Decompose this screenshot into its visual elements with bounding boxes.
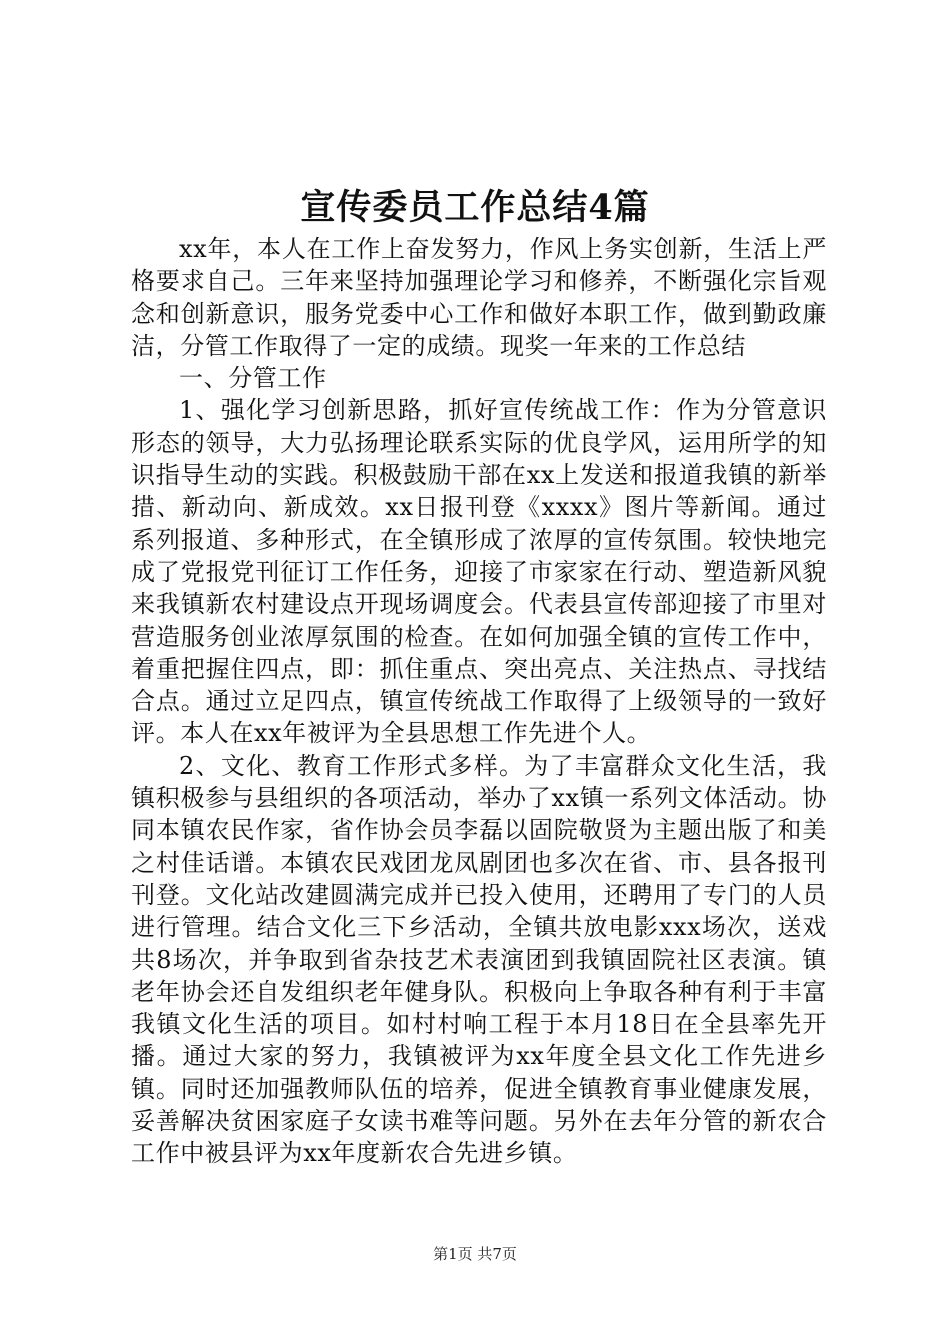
paragraph-item-2: 2、文化、教育工作形式多样。为了丰富群众文化生活，我镇积极参与县组织的各项活动，举办了xx镇一系列文体活动。协同本镇农民作家，省作协会员李磊以固院敬贤为主题出版了和美之村佳话谱。本镇农民戏团龙凤剧团也多次在省、市、县各报刊刊登。文化站改建圆满完成并已投入使用，还聘用了专门的人员进行管理。结合文化三下乡活动，全镇共放电影xxx场次，送戏共8场次，并争取到省杂技艺术表演团到我镇固院社区表演。镇老年协会还自发组织老年健身队。积极向上争取各种有利于丰富我镇文化生活的项目。如村村响工程于本月18日在全县率先开播。通过大家的努力，我镇被评为xx年度全县文化工作先进乡镇。同时还加强教师队伍的培养，促进全镇教育事业健康发展，妥善解决贫困家庭子女读书难等问题。另外在去年分管的新农合工作中被县评为xx年度新农合先进乡镇。	[131, 751, 827, 1168]
paragraph-intro: xx年，本人在工作上奋发努力，作风上务实创新，生活上严格要求自己。三年来坚持加强理论学习和修养，不断强化宗旨观念和创新意识，服务党委中心工作和做好本职工作，做到勤政廉洁，分管工作取得了一定的成绩。现奖一年来的工作总结	[131, 235, 827, 360]
section-heading: 一、分管工作	[179, 364, 327, 393]
paragraph-item-1: 1、强化学习创新思路，抓好宣传统战工作：作为分管意识形态的领导，大力弘扬理论联系实际的优良学风，运用所学的知识指导生动的实践。积极鼓励干部在xx上发送和报道我镇的新举措、新动向、新成效。xx日报刊登《xxxx》图片等新闻。通过系列报道、多种形式，在全镇形成了浓厚的宣传氛围。较快地完成了党报党刊征订工作任务，迎接了市家家在行动、塑造新风貌来我镇新农村建设点开现场调度会。代表县宣传部迎接了市里对营造服务创业浓厚氛围的检查。在如何加强全镇的宣传工作中，着重把握住四点，即：抓住重点、突出亮点、关注热点、寻找结合点。通过立足四点，镇宣传统战工作取得了上级领导的一致好评。本人在xx年被评为全县思想工作先进个人。	[131, 396, 827, 748]
page-number-footer: 第1页 共7页	[433, 1245, 517, 1263]
document-title: 宣传委员工作总结4篇	[300, 187, 650, 228]
document-body	[131, 233, 827, 1170]
